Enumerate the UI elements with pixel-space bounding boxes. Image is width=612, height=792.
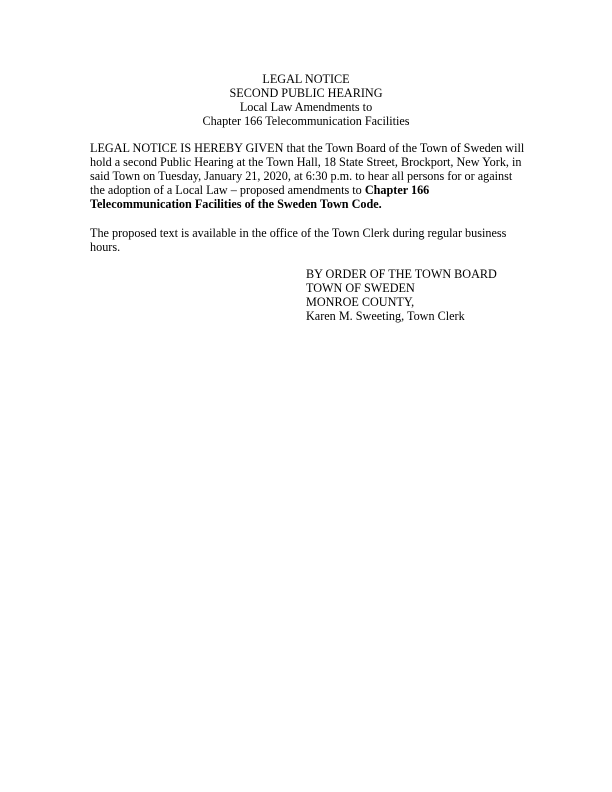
availability-paragraph [90,226,530,254]
heading-chapter-166: Chapter 166 Telecommunication Facilities [202,114,410,128]
notice-line-2: hold a second Public Hearing at the Town Hall, 18 State Street, Brockport, New York, in [90,155,522,169]
signature-clerk: Karen M. Sweeting, Town Clerk [306,309,465,323]
availability-line-1: The proposed text is available in the office of the Town Clerk during regular business [90,226,507,240]
heading-local-law-amendments: Local Law Amendments to [239,100,373,114]
signature-block [306,267,497,323]
notice-line-5-bold: Telecommunication Facilities of the Sweden Town Code. [90,197,382,211]
notice-line-4-bold: Chapter 166 [364,183,430,197]
notice-line-1: LEGAL NOTICE IS HEREBY GIVEN that the Town Board of the Town of Sweden will [90,141,525,155]
signature-county: MONROE COUNTY, [306,295,415,309]
notice-paragraph [90,141,530,211]
notice-line-3: said Town on Tuesday, January 21, 2020, at 6:30 p.m. to hear all persons for or against [90,169,513,183]
heading-legal-notice: LEGAL NOTICE [262,72,350,86]
notice-line-4 [90,183,530,197]
notice-line-4-regular: the adoption of a Local Law – proposed amendments to [90,183,365,197]
notice-heading [0,72,612,128]
heading-second-public-hearing: SECOND PUBLIC HEARING [229,86,383,100]
availability-line-2: hours. [90,240,121,254]
signature-order: BY ORDER OF THE TOWN BOARD [306,267,497,281]
signature-town: TOWN OF SWEDEN [306,281,415,295]
